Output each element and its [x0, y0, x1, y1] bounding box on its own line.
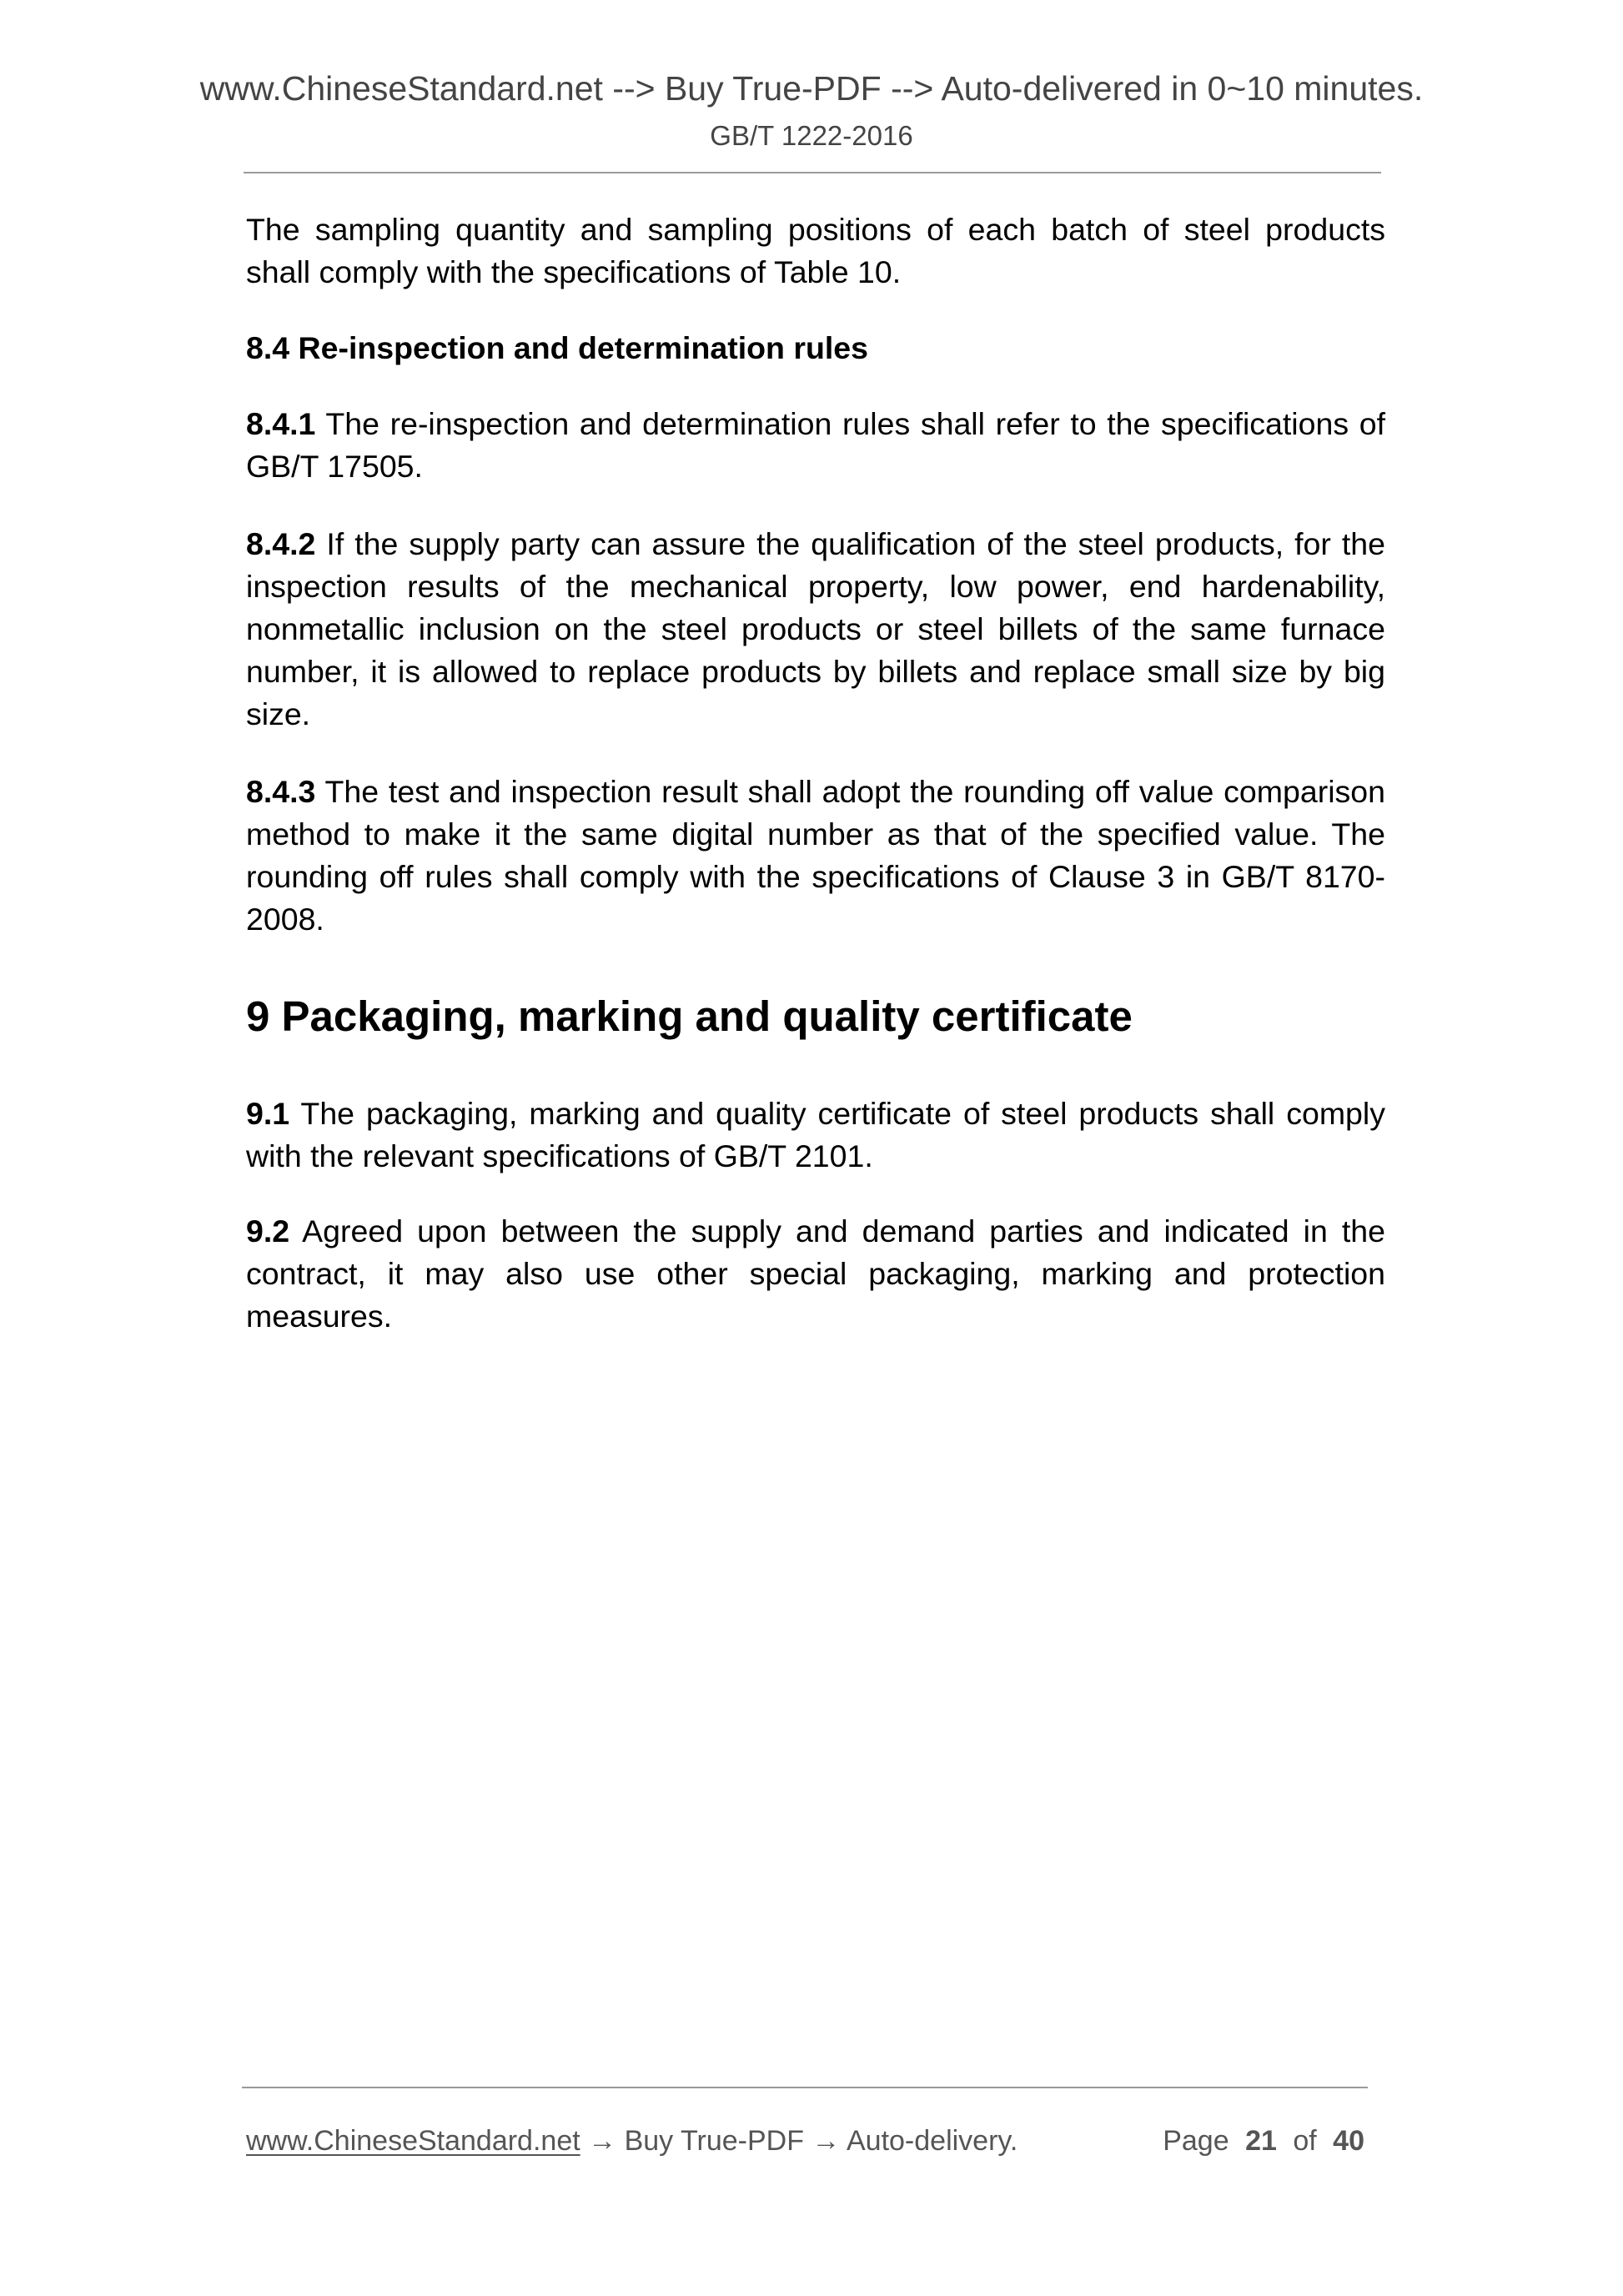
page-of-label: of [1293, 2125, 1317, 2157]
clause-text: The re-inspection and determination rules shall refer to the specifications of GB/T 17505. [246, 406, 1385, 484]
page-total: 40 [1333, 2125, 1364, 2157]
footer-website-link[interactable]: www.ChineseStandard.net [246, 2125, 580, 2157]
header-divider [244, 172, 1381, 173]
page-label: Page [1163, 2125, 1229, 2157]
clause-text: The test and inspection result shall adopt the rounding off value comparison method to make it the same digital number as that of the specified value. The rounding off rules shall comply with the specifications of Clause 3 in GB/T 8170-2008. [246, 774, 1385, 937]
clause-text: If the supply party can assure the qualification of the steel products, for the inspection results of the mechanical property, low power, end hardenability, nonmetallic inclusion on the steel products or steel billets of the same furnace number, it is allowed to replace products by billets and replace small size by big size. [246, 526, 1385, 731]
clause-number: 9.2 [246, 1213, 290, 1248]
section-8-4-heading: 8.4 Re-inspection and determination rules [246, 330, 868, 365]
clause-number: 8.4.1 [246, 406, 316, 441]
page-current: 21 [1245, 2125, 1277, 2157]
clause-9-2 [246, 1210, 1385, 1338]
section-9-heading: 9 Packaging, marking and quality certificate [246, 992, 1133, 1040]
clause-text: The packaging, marking and quality certificate of steel products shall comply with the relevant specifications of GB/T 2101. [246, 1096, 1385, 1173]
footer-divider [242, 2087, 1368, 2088]
intro-paragraph: The sampling quantity and sampling positions of each batch of steel products shall comply with the specifications of Table 10. [246, 212, 1385, 289]
clause-8-4-1 [246, 403, 1385, 488]
clause-number: 9.1 [246, 1096, 290, 1131]
clause-8-4-2 [246, 523, 1385, 736]
footer-tagline: → Buy True-PDF → Auto-delivery. [580, 2125, 1018, 2157]
footer [246, 2121, 1368, 2161]
clause-8-4-3 [246, 771, 1385, 941]
header-banner: www.ChineseStandard.net --> Buy True-PDF --> Auto-delivered in 0~10 minutes. [199, 69, 1424, 108]
document-id: GB/T 1222-2016 [710, 120, 913, 151]
clause-number: 8.4.3 [246, 774, 316, 809]
page-indicator [1163, 2121, 1364, 2161]
clause-9-1 [246, 1093, 1385, 1178]
clause-number: 8.4.2 [246, 526, 316, 561]
clause-text: Agreed upon between the supply and demand parties and indicated in the contract, it may also use other special packaging, marking and protection measures. [246, 1213, 1385, 1334]
